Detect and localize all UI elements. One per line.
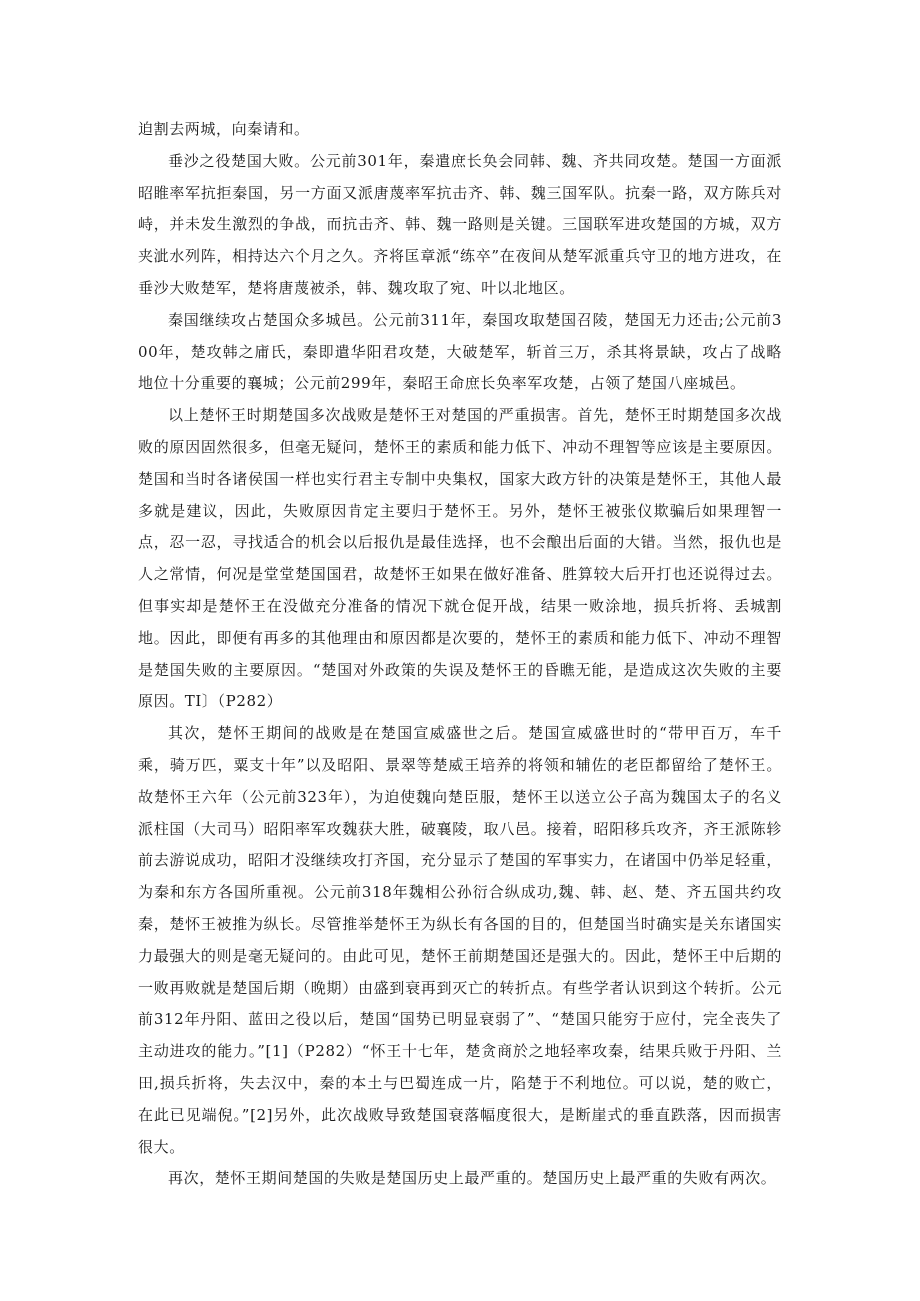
paragraph-second-reason: 其次，楚怀王期间的战败是在楚国宣威盛世之后。楚国宣威盛世时的“带甲百万，车千乘，骑万匹，粟支十年”以及昭阳、景翠等楚威王培养的将领和辅佐的老臣都留给了楚怀王。故楚怀王六年（公元前323年），为迫使魏向楚臣服，楚怀王以送立公子高为魏国太子的名义派柱国（大司马）昭阳率军攻魏获大胜，破襄陵，取八邑。接着，昭阳移兵攻齐，齐王派陈轸前去游说成功，昭阳才没继续攻打齐国，充分显示了楚国的军事实力，在诸国中仍举足轻重，为秦和东方各国所重视。公元前318年魏相公孙衍合纵成功,魏、韩、赵、楚、齐五国共约攻秦，楚怀王被推为纵长。尽管推举楚怀王为纵长有各国的目的，但楚国当时确实是关东诸国实力最强大的则是毫无疑问的。由此可见，楚怀王前期楚国还是强大的。因此，楚怀王中后期的一败再败就是楚国后期（晚期）由盛到衰再到灭亡的转折点。有些学者认识到这个转折。公元前312年丹阳、蓝田之役以后，楚国“国势已明显衰弱了”、“楚国只能穷于应付，完全丧失了主动进攻的能力。”[1]（P282）“怀王十七年，楚贪商於之地轻率攻秦，结果兵败于丹阳、兰田,损兵折将，失去汉中，秦的本土与巴蜀连成一片，陷楚于不利地位。可以说，楚的败亡，在此已见端倪。”[2]另外，此次战败导致楚国衰落幅度很大，是断崖式的垂直跌落，因而损害很大。 [138,724,782,1156]
paragraph-chuisha-battle: 垂沙之役楚国大败。公元前301年，秦遣庶长奂会同韩、魏、齐共同攻楚。楚国一方面派昭睢率军抗拒秦国，另一方面又派唐蔑率军抗击齐、韩、魏三国军队。抗秦一路，双方陈兵对峙，并未发生激烈的争战，而抗击齐、韩、魏一路则是关键。三国联军进攻楚国的方城，双方夹泚水列阵，相持达六个月之久。齐将匡章派“练卒”在夜间从楚军派重兵守卫的地方进攻，在垂沙大败楚军，楚将唐蔑被杀，韩、魏攻取了宛、叶以北地区。 [138,151,782,297]
paragraph-third-reason: 再次，楚怀王期间楚国的失败是楚国历史上最严重的。楚国历史上最严重的失败有两次。 [168,1169,777,1188]
paragraph-qin-conquests: 秦国继续攻占楚国众多城邑。公元前311年，秦国攻取楚国召陵，楚国无力还击;公元前300年，楚攻韩之庯氏，秦即遣华阳君攻楚，大破楚军，斩首三万，杀其将景缺，攻占了战略地位十分重要的襄城；公元前299年，秦昭王命庶长奂率军攻楚，占领了楚国八座城邑。 [138,310,782,393]
paragraph-continuation: 迫割去两城，向秦请和。 [138,120,310,138]
paragraph-first-reason: 以上楚怀王时期楚国多次战败是楚怀王对楚国的严重损害。首先，楚怀王时期楚国多次战败的原因固然很多，但毫无疑问，楚怀王的素质和能力低下、冲动不理智等应该是主要原因。楚国和当时各诸侯国一样也实行君主专制中央集权，国家大政方针的决策是楚怀王，其他人最多就是建议，因此，失败原因肯定主要归于楚怀王。另外，楚怀王被张仪欺骗后如果理智一点，忍一忍，寻找适合的机会以后报仇是最佳选择，也不会酿出后面的大错。当然，报仇也是人之常情，何况是堂堂楚国国君，故楚怀王如果在做好准备、胜算较大后开打也还说得过去。但事实却是楚怀王在没做充分准备的情况下就仓促开战，结果一败涂地，损兵折将、丢城割地。因此，即便有再多的其他理由和原因都是次要的，楚怀王的素质和能力低下、冲动不理智是楚国失败的主要原因。“楚国对外政策的失误及楚怀王的昏瞧无能，是造成这次失败的主要原因。TI〕（P282） [138,406,782,711]
document-page [138,114,782,1195]
